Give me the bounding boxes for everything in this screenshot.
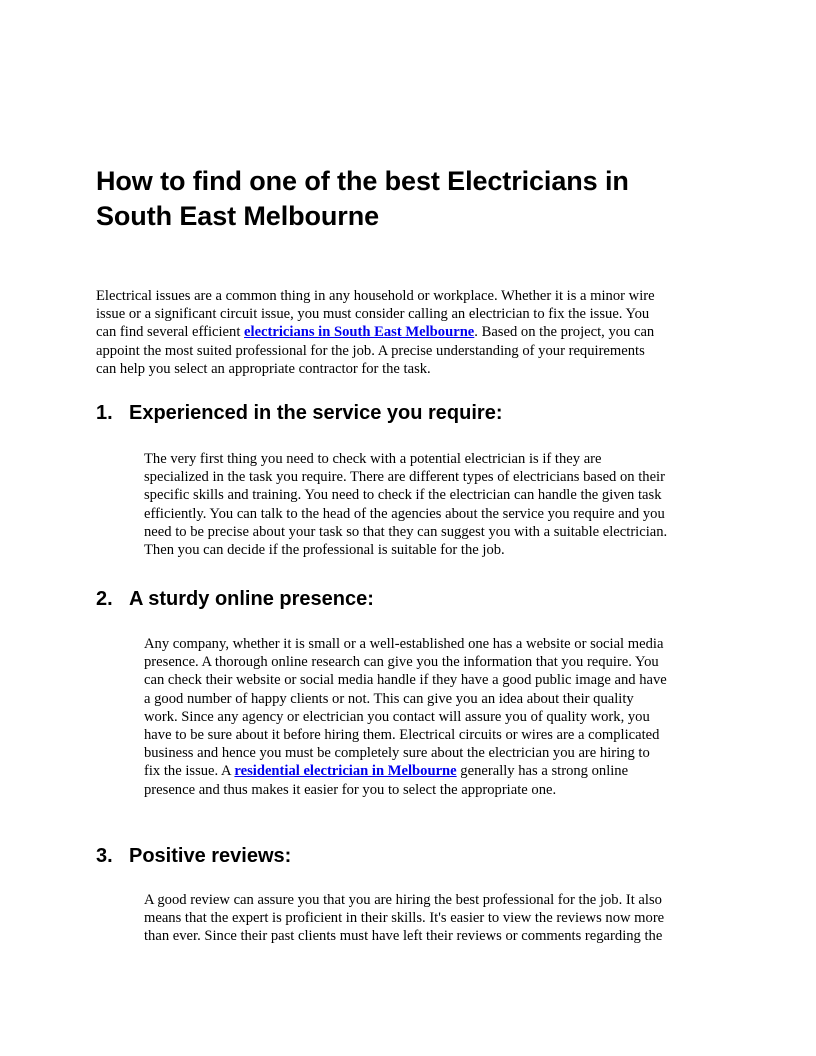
intro-line: Electrical issues are a common thing in any household or workplace. Whether it is a minor wire bbox=[96, 288, 655, 304]
section-heading-text: Positive reviews: bbox=[129, 845, 292, 867]
title-line-1: How to find one of the best Electricians in bbox=[96, 166, 629, 196]
section-paragraph-positive-reviews bbox=[144, 891, 722, 946]
electricians-south-east-melbourne-link[interactable]: electricians in South East Melbourne bbox=[244, 324, 475, 341]
intro-line-with-link bbox=[96, 323, 716, 341]
paragraph-line: The very first thing you need to check with a potential electrician is if they are bbox=[144, 451, 602, 467]
paragraph-line: need to be precise about your task so that they can suggest you with a suitable electrician. bbox=[144, 523, 668, 540]
section-heading-experienced bbox=[96, 400, 502, 426]
paragraph-line: a good number of happy clients or not. This can give you an idea about their quality bbox=[144, 690, 634, 707]
page-title bbox=[96, 164, 736, 234]
section-number: 3. bbox=[96, 845, 113, 867]
paragraph-line: A good review can assure you that you are hiring the best professional for the job. It also bbox=[144, 892, 662, 908]
section-heading-online-presence bbox=[96, 586, 374, 612]
intro-line: issue or a significant circuit issue, you must consider calling an electrician to fix the issue. You bbox=[96, 306, 650, 323]
intro-paragraph bbox=[96, 287, 716, 378]
intro-line: appoint the most suited professional for the job. A precise understanding of your requirements bbox=[96, 342, 645, 359]
section-paragraph-online-presence bbox=[144, 635, 722, 799]
paragraph-line: efficiently. You can talk to the head of the agencies about the service you require and you bbox=[144, 505, 665, 522]
paragraph-line: presence and thus makes it easier for you to select the appropriate one. bbox=[144, 781, 557, 798]
paragraph-line: presence. A thorough online research can give you the information that you require. You bbox=[144, 654, 659, 671]
paragraph-text: fix the issue. A bbox=[144, 763, 235, 780]
paragraph-line: business and hence you must be completely sure about the electrician you are hiring to bbox=[144, 745, 650, 762]
paragraph-line: Then you can decide if the professional is suitable for the job. bbox=[144, 542, 505, 559]
paragraph-line: Any company, whether it is small or a well-established one has a website or social media bbox=[144, 636, 664, 652]
section-heading-positive-reviews bbox=[96, 843, 291, 869]
paragraph-line-with-link bbox=[144, 762, 722, 780]
intro-line: can help you select an appropriate contractor for the task. bbox=[96, 360, 431, 377]
paragraph-line: have to be sure about it before hiring them. Electrical circuits or wires are a complicated bbox=[144, 727, 660, 744]
paragraph-line: means that the expert is proficient in their skills. It's easier to view the reviews now more bbox=[144, 910, 665, 927]
intro-text: can find several efficient bbox=[96, 324, 245, 341]
section-paragraph-experienced bbox=[144, 450, 722, 559]
paragraph-line: can check their website or social media handle if they have a good public image and have bbox=[144, 672, 667, 689]
title-line-2: South East Melbourne bbox=[96, 201, 380, 231]
paragraph-line: specialized in the task you require. There are different types of electricians based on their bbox=[144, 469, 665, 486]
paragraph-text: generally has a strong online bbox=[456, 763, 629, 780]
paragraph-line: than ever. Since their past clients must have left their reviews or comments regarding the bbox=[144, 928, 663, 945]
section-heading-text: A sturdy online presence: bbox=[129, 588, 374, 610]
section-number: 2. bbox=[96, 588, 113, 610]
intro-text: . Based on the project, you can bbox=[474, 324, 655, 341]
section-number: 1. bbox=[96, 402, 113, 424]
section-heading-text: Experienced in the service you require: bbox=[129, 402, 503, 424]
paragraph-line: specific skills and training. You need to check if the electrician can handle the given task bbox=[144, 487, 662, 504]
residential-electrician-melbourne-link[interactable]: residential electrician in Melbourne bbox=[234, 763, 457, 780]
paragraph-line: work. Since any agency or electrician you contact will assure you of quality work, you bbox=[144, 708, 650, 725]
